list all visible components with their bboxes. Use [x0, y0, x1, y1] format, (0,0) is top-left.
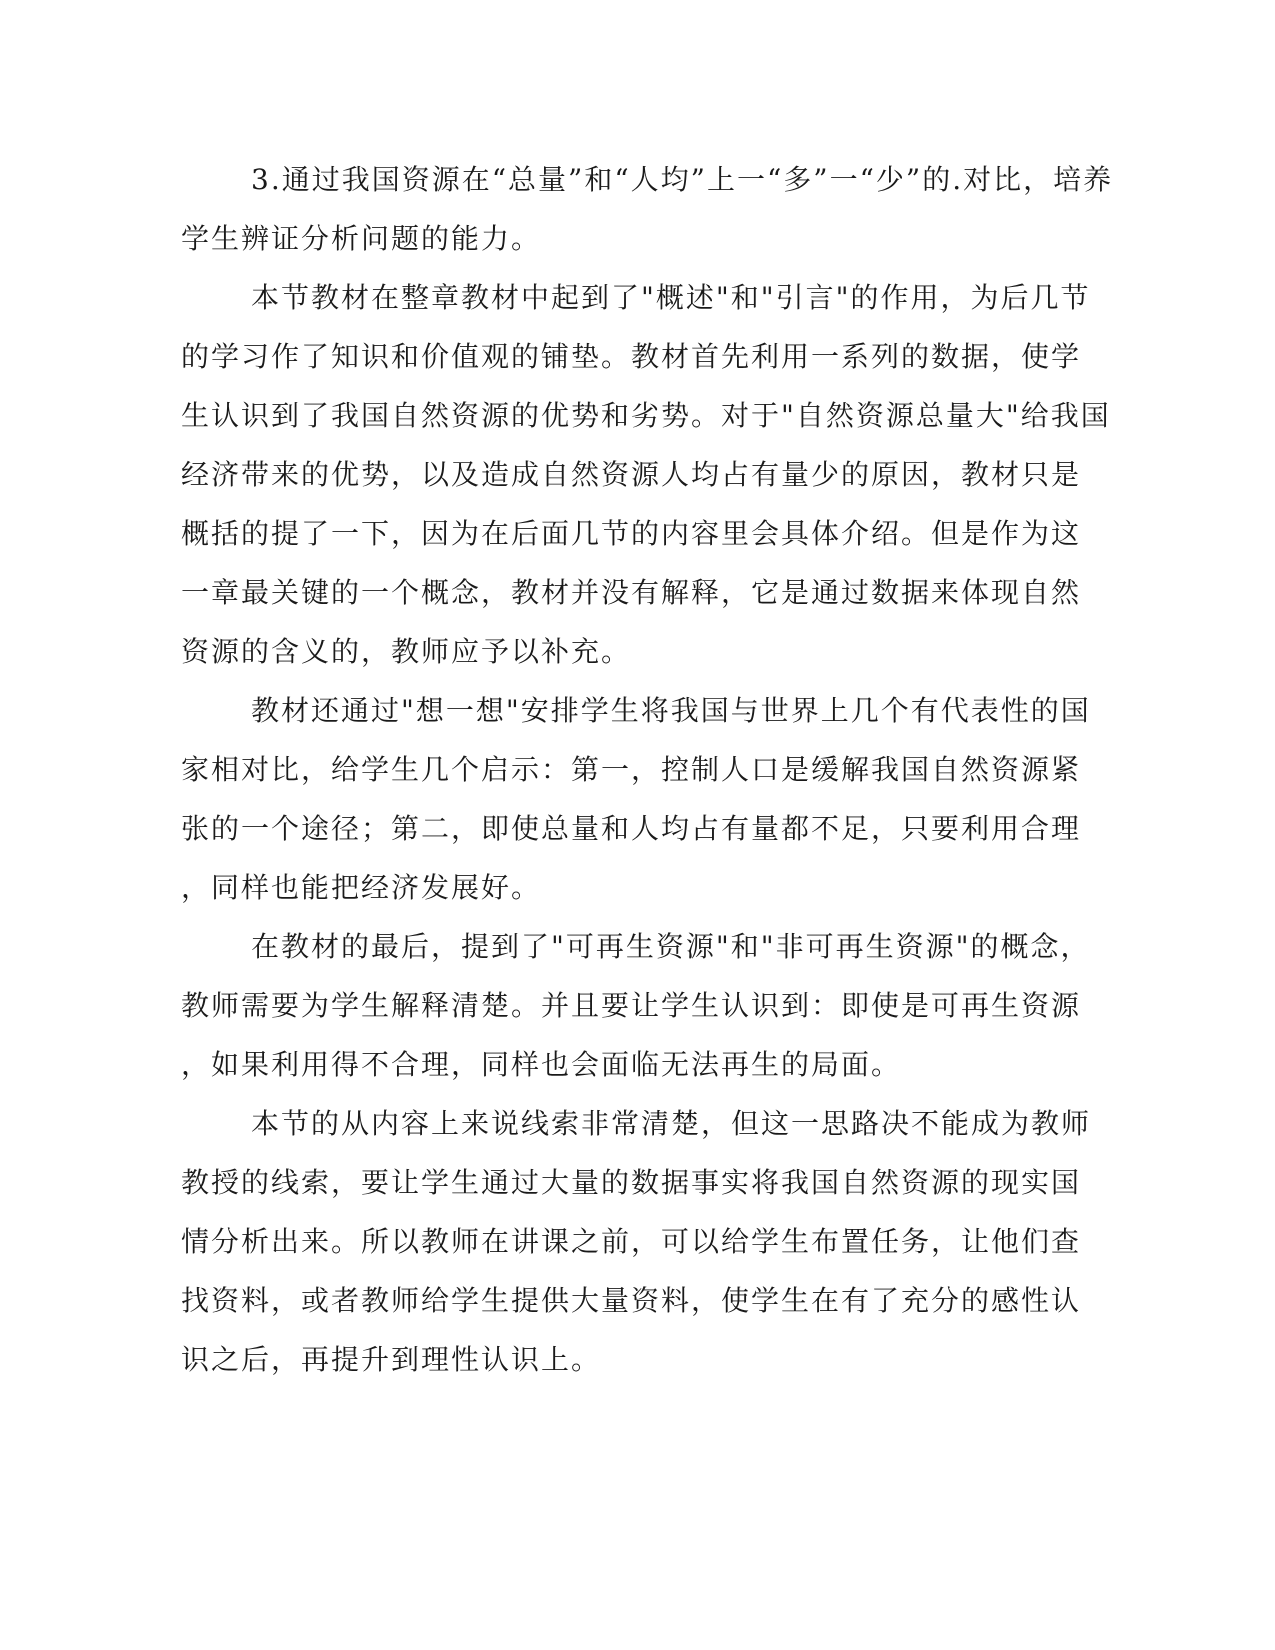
document-body: [181, 158, 1114, 1397]
paragraph: [181, 158, 1114, 276]
text-line: 找资料，或者教师给学生提供大量资料，使学生在有了充分的感性认: [181, 1284, 1082, 1317]
text-line: 情分析出来。所以教师在讲课之前，可以给学生布置任务，让他们查: [181, 1225, 1082, 1258]
text-line: 教授的线索，要让学生通过大量的数据事实将我国自然资源的现实国: [181, 1166, 1082, 1199]
text-line: ，如果利用得不合理，同样也会面临无法再生的局面。: [181, 1048, 902, 1081]
text-line: 教材还通过"想一想"安排学生将我国与世界上几个有代表性的国: [251, 694, 1091, 727]
text-line: ，同样也能把经济发展好。: [181, 871, 542, 904]
text-line: 资源的含义的，教师应予以补充。: [181, 635, 632, 668]
paragraph: [181, 925, 1091, 1102]
text-line: 经济带来的优势，以及造成自然资源人均占有量少的原因，教材只是: [181, 458, 1082, 491]
text-line: 概括的提了一下，因为在后面几节的内容里会具体介绍。但是作为这: [181, 517, 1082, 550]
text-line: 的学习作了知识和价值观的铺垫。教材首先利用一系列的数据，使学: [181, 340, 1082, 373]
text-line: 生认识到了我国自然资源的优势和劣势。对于"自然资源总量大"给我国: [181, 399, 1111, 432]
text-line: 识之后，再提升到理性认识上。: [181, 1343, 602, 1376]
text-line: 在教材的最后，提到了"可再生资源"和"非可再生资源"的概念，: [251, 930, 1091, 963]
text-line: 家相对比，给学生几个启示：第一，控制人口是缓解我国自然资源紧: [181, 753, 1082, 786]
text-line: 教师需要为学生解释清楚。并且要让学生认识到：即使是可再生资源: [181, 989, 1082, 1022]
text-line: 学生辨证分析问题的能力。: [181, 222, 542, 255]
paragraph: [181, 1102, 1092, 1397]
paragraph: [181, 276, 1111, 689]
text-line: 3.通过我国资源在“总量”和“人均”上一“多”一“少”的.对比，培养: [251, 163, 1114, 196]
paragraph: [181, 689, 1091, 925]
text-line: 本节的从内容上来说线索非常清楚，但这一思路决不能成为教师: [251, 1107, 1092, 1140]
text-line: 张的一个途径；第二，即使总量和人均占有量都不足，只要利用合理: [181, 812, 1082, 845]
text-line: 本节教材在整章教材中起到了"概述"和"引言"的作用，为后几节: [251, 281, 1091, 314]
text-line: 一章最关键的一个概念，教材并没有解释，它是通过数据来体现自然: [181, 576, 1082, 609]
